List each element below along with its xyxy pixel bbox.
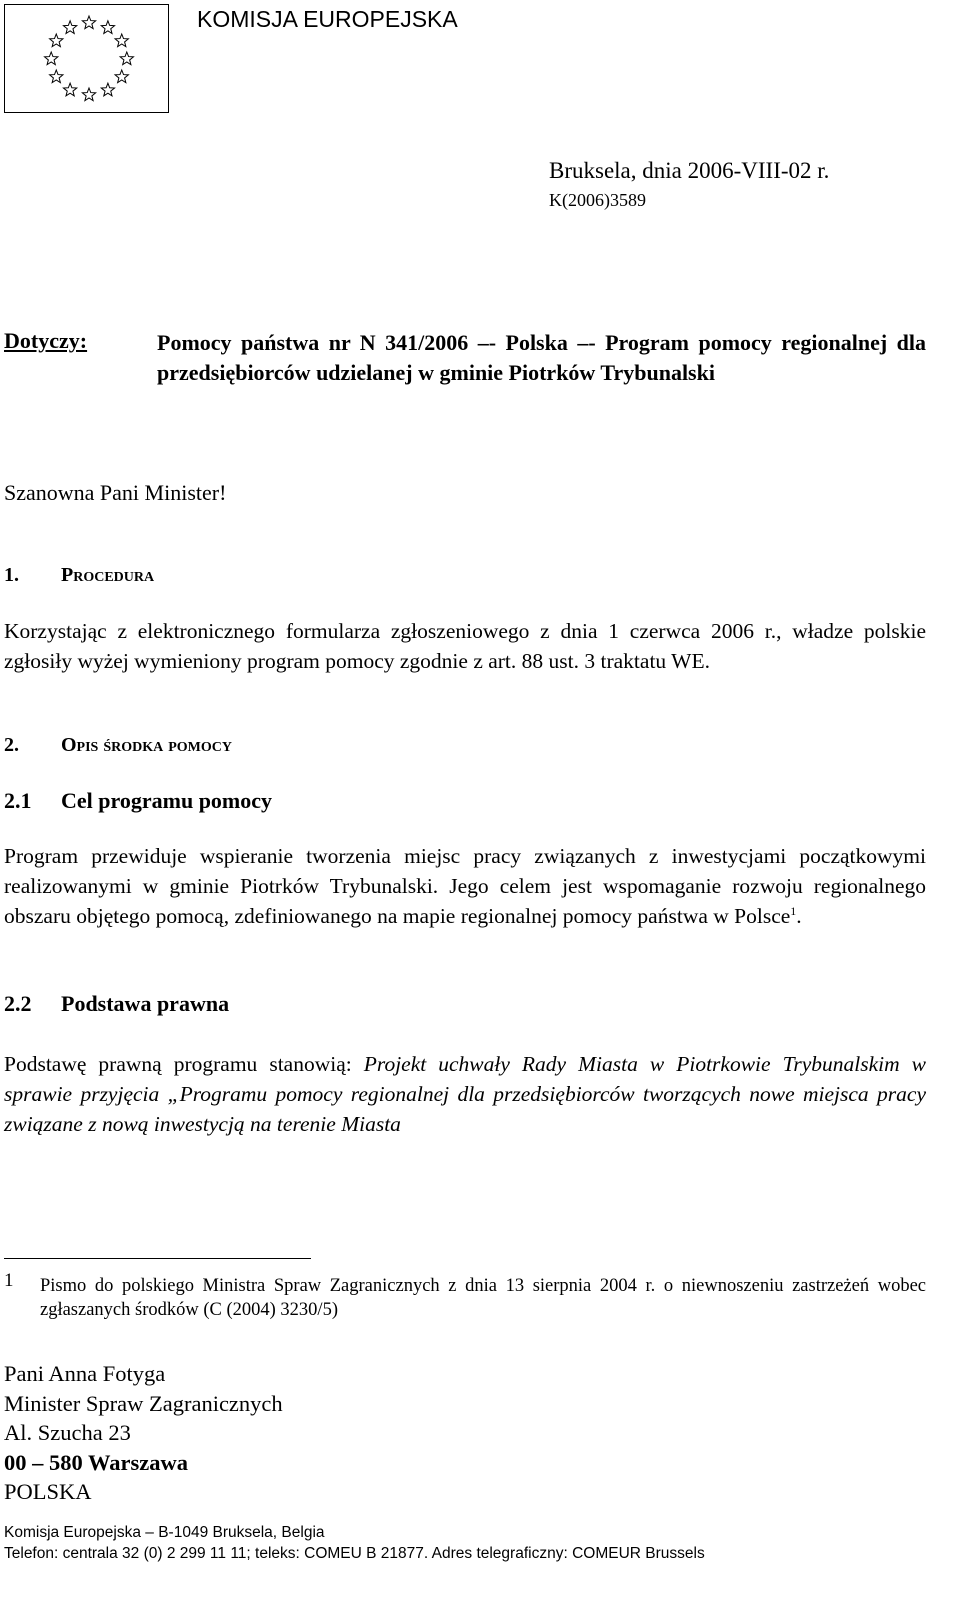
addressee-block [4,1359,283,1507]
section-title: Procedura [61,564,155,586]
star-icon [115,70,128,83]
section-2-heading [4,734,232,757]
section-number: 1. [4,564,19,586]
subject-label: Dotyczy: [4,328,88,353]
footnote-text: Pismo do polskiego Ministra Spraw Zagranicznych z dnia 13 sierpnia 2004 r. o niewnoszeniu zastrzeżeń wobec zgłaszanych środków (C (2004) 3230/5) [40,1276,926,1320]
footer-address: Komisja Europejska – B-1049 Bruksela, Belgia [4,1524,325,1541]
star-icon [101,21,114,34]
star-icon [115,34,128,47]
section-title: Podstawa prawna [61,991,230,1016]
addressee-name: Pani Anna Fotyga [4,1361,166,1386]
star-icon [63,83,76,96]
paragraph-end: . [796,904,802,928]
star-icon [101,83,114,96]
section-1-heading [4,564,154,587]
section-2-2-text [4,1049,926,1139]
footnote-reference[interactable]: 1 [790,903,797,918]
eu-flag-stars-icon [5,5,167,111]
addressee-country: POLSKA [4,1479,92,1504]
reference-number: K(2006)3589 [549,190,646,210]
addressee-position: Minister Spraw Zagranicznych [4,1390,283,1416]
section-title: Opis środka pomocy [61,734,233,756]
star-icon [63,21,76,34]
section-1-text: Korzystając z elektronicznego formularza zgłoszeniowego z dnia 1 czerwca 2006 r., władze polskie zgłosiły wyżej wymieniony program pomocy zgodnie z art. 88 ust. 3 traktatu WE. [4,619,926,673]
star-icon [120,52,133,65]
paragraph-body: Podstawę prawną programu stanowią: [4,1052,364,1076]
footnote-number: 1 [4,1270,14,1291]
addressee-street: Al. Szucha 23 [4,1420,131,1445]
subject-text: Pomocy państwa nr N 341/2006 –- Polska –- Program pomocy regionalnej dla przedsiębiorców udzielanej w gminie Piotrków Trybunalski [157,330,926,385]
section-2-1-text [4,841,926,931]
section-number: 2. [4,734,19,756]
star-icon [82,88,95,101]
footer-contact: Telefon: centrala 32 (0) 2 299 11 11; teleks: COMEU B 21877. Adres telegraficzny: COMEUR Brussels [4,1545,705,1562]
section-2-2-heading [4,991,229,1017]
section-number: 2.2 [4,991,32,1016]
paragraph-body: Program przewiduje wspieranie tworzenia miejsc pracy związanych z inwestycjami początkowymi realizowanymi w gminie Piotrków Trybunalski. Jego celem jest wspomaganie rozwoju regionalnego obszaru objętego pomocą, zdefiniowanego na mapie regionalnej pomocy państwa w Polsce [4,844,926,928]
legal-basis-title: Projekt uchwały Rady Miasta w Piotrkowie Trybunalskim w sprawie przyjęcia „Programu pomocy regionalnej dla przedsiębiorców tworzących nowe miejsca pracy związane z nową inwestycją na terenie Miasta [4,1052,927,1136]
section-number: 2.1 [4,788,32,813]
eu-flag-logo [4,4,169,113]
addressee-postal-city: 00 – 580 Warszawa [4,1449,188,1475]
star-icon [50,70,63,83]
star-icon [45,52,58,65]
institution-name: KOMISJA EUROPEJSKA [197,6,458,32]
section-2-1-heading [4,788,272,814]
star-icon [82,16,95,29]
letter-date: Bruksela, dnia 2006-VIII-02 r. [549,158,830,183]
greeting: Szanowna Pani Minister! [4,480,227,505]
section-title: Cel programu pomocy [61,788,273,813]
footnote-divider [4,1258,311,1259]
page-footer [4,1522,705,1564]
star-icon [50,34,63,47]
